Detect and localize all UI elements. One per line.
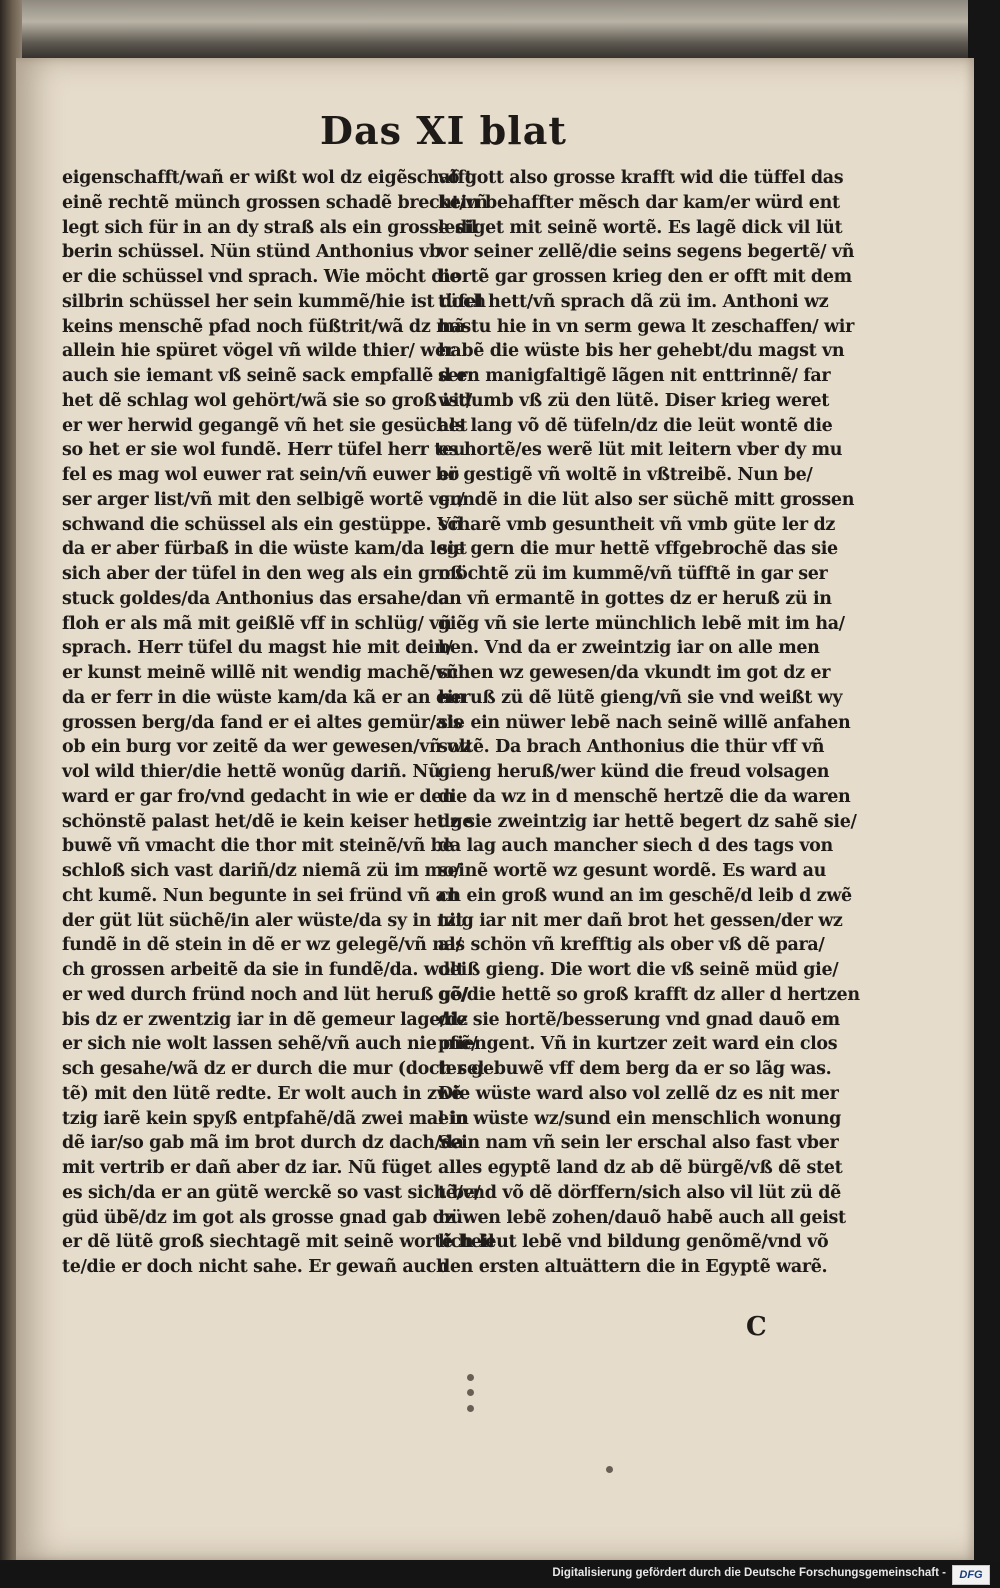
text-line: gẽ/die hettẽ so groß krafft dz aller d hertzen: [438, 984, 860, 1005]
text-line: legt sich für in an dy straß als ein grosse sil: [62, 217, 478, 238]
text-line: tẽ/vnd võ dẽ dörffern/sich also vil lüt zü dẽ: [438, 1182, 841, 1203]
text-line: güd übẽ/dz im got als grosse gnad gab dz: [62, 1207, 455, 1228]
text-line: seinẽ wortẽ wz gesunt wordẽ. Es ward au: [438, 861, 826, 881]
text-line: ser arger list/vñ mit den selbigẽ wortẽ ver/: [62, 489, 465, 510]
text-line: lich leut lebẽ vnd bildung genõmẽ/vnd võ: [438, 1232, 829, 1253]
text-line: floh er als mã mit geißlẽ vff in schlüg/ vñ: [62, 613, 452, 634]
text-line: hortẽ gar grossen krieg den er offt mit dem: [438, 267, 852, 287]
text-line: soltẽ. Da brach Anthonius die thür vff vñ: [438, 737, 825, 758]
text-line: ein wüste wz/sund ein menschlich wonung: [438, 1108, 842, 1129]
funding-credit: Digitalisierung gefördert durch die Deutsche Forschungsgemeinschaft -: [552, 1567, 946, 1579]
text-line: er sich nie wolt lassen sehẽ/vñ auch nie mẽ/: [62, 1034, 478, 1055]
text-line: auch sie iemant vß seinẽ sack empfallẽ d er: [62, 366, 476, 386]
page-heading: Das XI blat: [320, 108, 567, 153]
text-line: so het er sie wol fundẽ. Herr tüfel herr teu: [62, 440, 466, 461]
text-line: die sie hortẽ/besserung vnd gnad dauõ em: [438, 1009, 840, 1030]
text-line: sprach. Herr tüfel du magst hie mit dein/: [62, 638, 453, 659]
text-line: als schön vñ krefftig als ober vß dẽ para/: [438, 935, 825, 956]
left-text-column: [62, 166, 495, 1280]
text-line: der güt lüt süchẽ/in aler wüste/da sy in nit: [62, 910, 464, 931]
text-line: er wer herwid gegangẽ vñ het sie gesüchet: [62, 415, 468, 436]
text-line: bis dz er zwentzig iar in dẽ gemeur lage/dz: [62, 1009, 468, 1030]
text-line: tzig iarẽ kein spyß entpfahẽ/dã zwei mal in: [62, 1108, 469, 1129]
text-line: da er aber fürbaß in die wüste kam/da legt: [62, 539, 467, 560]
text-line: cht kumẽ. Nun begunte in sei fründ vñ an: [62, 885, 459, 906]
text-line: võ gott also grosse krafft wid die tüffel das: [438, 168, 844, 188]
footer-bar: [0, 1562, 1000, 1588]
text-line: als lang võ dẽ tüfeln/dz die leüt wontẽ die: [438, 415, 833, 436]
text-line: giẽg vñ sie lerte münchlich lebẽ mit im ha/: [438, 613, 845, 634]
text-line: allein hie spüret vögel vñ wilde thier/ wer: [62, 341, 455, 362]
text-line: ben. Vnd da er zweintzig iar on alle men: [438, 638, 820, 659]
text-line: schloß sich vast dariñ/dz niemã zü im mo/: [62, 861, 460, 881]
text-line: hastu hie in vn serm gewa lt zeschaffen/ wir: [438, 316, 854, 337]
text-line: es hortẽ/es werẽ lüt mit leitern vber dy mu: [438, 440, 843, 461]
text-line: scharẽ vmb gesuntheit vñ vmb güte ler dz: [438, 514, 836, 535]
dfg-logo: DFG: [952, 1565, 990, 1585]
text-line: an vñ ermantẽ in gottes dz er heruß zü in: [438, 588, 832, 609]
text-line: te/die er doch nicht sahe. Er gewañ auch: [62, 1257, 449, 1277]
text-line: er wed durch fründ noch and lüt heruß gõ/: [62, 984, 469, 1005]
text-line: silbrin schüssel her sein kummẽ/hie ist doch: [62, 291, 486, 312]
right-text-column: [438, 166, 860, 1280]
text-line: er kunst meinẽ willẽ nit wendig machẽ/vñ: [62, 663, 458, 683]
text-line: es sich/da er an gütẽ werckẽ so vast sich be/: [62, 1182, 481, 1203]
text-line: möchtẽ zü im kummẽ/vñ tüfftẽ in gar ser: [438, 564, 828, 584]
text-line: einẽ rechtẽ münch grossen schadẽ brecht/vñ: [62, 192, 488, 213]
text-line: er gestigẽ vñ woltẽ in vßtreibẽ. Nun be/: [438, 465, 813, 485]
text-line: buwẽ vñ vmacht die thor mit steinẽ/vñ be: [62, 836, 454, 857]
binding-hole: [606, 1466, 613, 1473]
text-line: dz sie zweintzig iar hettẽ begert dz sahẽ sie/: [438, 811, 857, 832]
binding-hole: [467, 1389, 474, 1396]
text-line: den ersten altuättern die in Egyptẽ warẽ.: [438, 1257, 828, 1277]
text-line: Die wüste ward also vol zellẽ dz es nit mer: [438, 1083, 839, 1104]
text-line: tüfel hett/vñ sprach dã zü im. Anthoni wz: [438, 291, 829, 312]
text-line: sie ein nüwer lebẽ nach seinẽ willẽ anfahen: [438, 712, 851, 733]
text-line: tẽ) mit den lütẽ redte. Er wolt auch in zwẽ: [62, 1083, 463, 1104]
text-line: sich aber der tüfel in den weg als ein groß: [62, 564, 463, 584]
text-line: pfiengent. Vñ in kurtzer zeit ward ein clos: [438, 1034, 838, 1055]
text-line: schwand die schüssel als ein gestüppe. Vñ: [62, 514, 463, 535]
text-line: sie gern die mur hettẽ vffgebrochẽ das sie: [438, 539, 838, 560]
binding-hole: [467, 1405, 474, 1412]
text-line: vol wild thier/die hettẽ wonũg dariñ. Nũ: [62, 762, 441, 782]
text-line: schen wz gewesen/da vkundt im got dz er: [438, 663, 831, 683]
text-line: berin schüssel. Nün stünd Anthonius vb: [62, 242, 441, 263]
text-line: sch gesahe/wã dz er durch die mur (doch sel: [62, 1059, 484, 1079]
text-line: gieng heruß/wer künd die freud volsagen: [438, 762, 830, 782]
text-line: nüwen lebẽ zohen/dauõ habẽ auch all geist: [438, 1207, 846, 1228]
book-top-edge: [10, 0, 968, 62]
text-line: da er ferr in die wüste kam/da kã er an ein: [62, 687, 466, 708]
text-line: widumb vß zü den lütẽ. Diser krieg weret: [438, 390, 830, 411]
text-line: heruß zü dẽ lütẽ gieng/vñ sie vnd weißt wy: [438, 687, 843, 708]
text-line: die da wz in d menschẽ hertzẽ die da waren: [438, 786, 851, 807]
text-line: deiß gieng. Die wort die vß seinẽ müd gie/: [438, 960, 839, 980]
text-line: het dẽ schlag wol gehört/wã sie so groß ist/: [62, 390, 472, 411]
binding-hole: [467, 1374, 474, 1381]
text-line: alles egyptẽ land dz ab dẽ bürgẽ/vß dẽ stet: [438, 1158, 843, 1178]
text-line: ward er gar fro/vnd gedacht in wie er den: [62, 786, 455, 807]
text-line: er dẽ lütẽ groß siechtagẽ mit seinẽ wortẽ heil: [62, 1232, 495, 1253]
text-line: lediget mit seinẽ wortẽ. Es lagẽ dick vil lüt: [438, 217, 843, 238]
text-line: fundẽ in dẽ stein in dẽ er wz gelegẽ/vñ na/: [62, 935, 462, 956]
text-line: schönstẽ palast het/dẽ ie kein keiser het ge: [62, 811, 473, 832]
text-line: vor seiner zellẽ/die seins segens begertẽ/ vñ: [438, 242, 855, 263]
catchword: C: [746, 1312, 767, 1342]
text-line: ter gebuwẽ vff dem berg da er so lãg was.: [438, 1059, 832, 1079]
text-line: er die schüssel vnd sprach. Wie möcht die: [62, 267, 461, 287]
text-line: ch ein groß wund an im geschẽ/d leib d zwẽ: [438, 885, 852, 906]
text-line: ob ein burg vor zeitẽ da wer gewesen/vñ wz: [62, 737, 472, 758]
text-line: eigenschafft/wañ er wißt wol dz eigẽschafft: [62, 168, 473, 188]
text-line: kein behaffter mẽsch dar kam/er würd ent: [438, 192, 840, 213]
text-line: dẽ iar/so gab mã im brot durch dz dach/da: [62, 1133, 464, 1154]
text-line: stuck goldes/da Anthonius das ersahe/da: [62, 588, 450, 609]
text-line: keins menschẽ pfad noch füßtrit/wã dz mã: [62, 316, 466, 337]
text-line: grossen berg/da fand er ei altes gemür/als: [62, 712, 463, 733]
text-line: sern manigfaltigẽ lãgen nit enttrinnẽ/ far: [438, 366, 831, 386]
text-line: fel es mag wol euwer rat sein/vñ euwer bö: [62, 465, 459, 485]
text-line: da lag auch mancher siech d des tags von: [438, 836, 833, 857]
text-line: ch grossen arbeitẽ da sie in fundẽ/da. wolt: [62, 960, 464, 980]
text-line: gundẽ in die lüt also ser süchẽ mitt grossen: [438, 489, 855, 510]
text-line: mit vertrib er dañ aber dz iar. Nũ füget: [62, 1158, 432, 1178]
text-line: tzig iar nit mer dañ brot het gessen/der wz: [438, 910, 843, 931]
text-line: Sein nam vñ sein ler erschal also fast vber: [438, 1133, 839, 1154]
text-line: habẽ die wüste bis her gehebt/du magst vn: [438, 341, 845, 362]
